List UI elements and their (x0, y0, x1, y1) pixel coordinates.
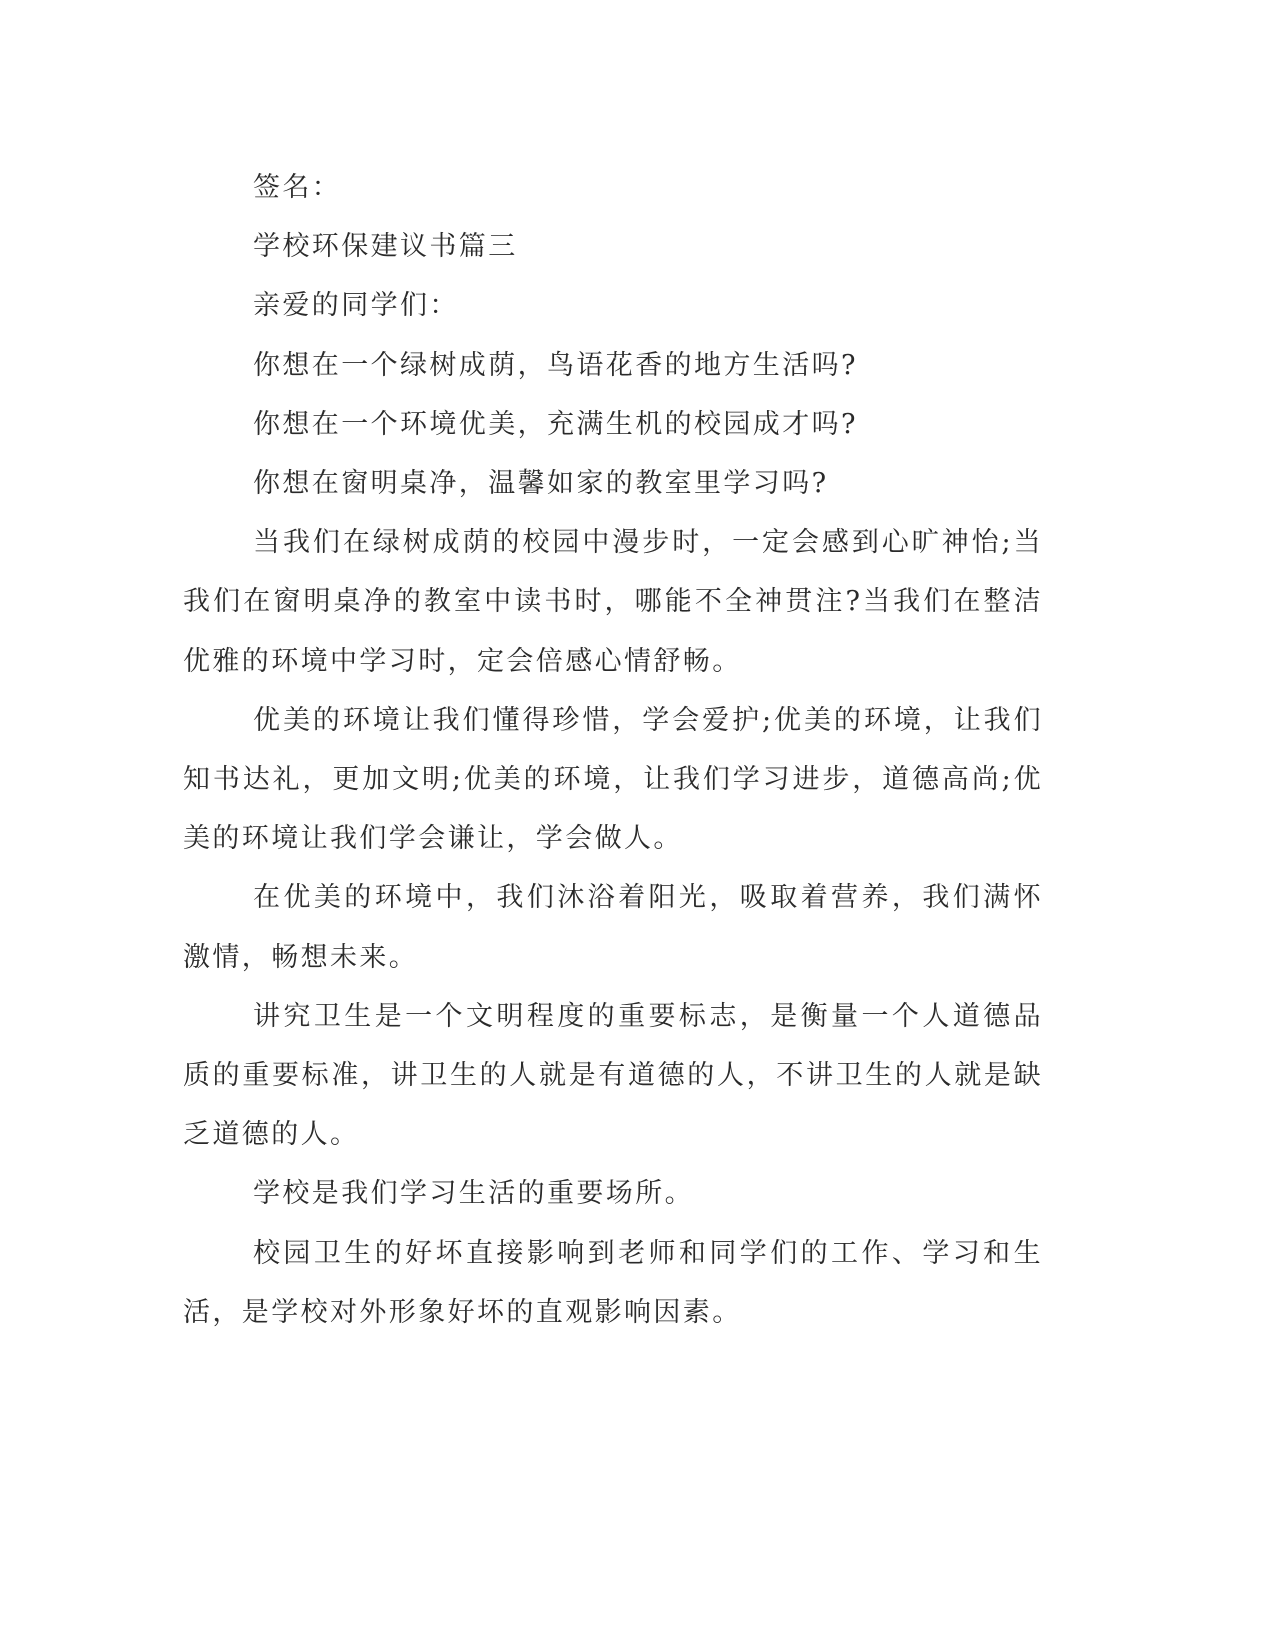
document-body (183, 158, 1043, 1342)
salutation: 亲爱的同学们： (253, 290, 459, 322)
paragraph: 你想在窗明桌净，温馨如家的教室里学习吗? (253, 468, 829, 500)
paragraph: 你想在一个环境优美，充满生机的校园成才吗? (253, 408, 858, 440)
signature-label: 签名： (253, 172, 342, 203)
paragraph: 讲究卫生是一个文明程度的重要标志，是衡量一个人道德品质的重要标准，讲卫生的人就是有道德的人，不讲卫生的人就是缺乏道德的人。 (183, 1000, 1043, 1151)
paragraph: 当我们在绿树成荫的校园中漫步时，一定会感到心旷神怡;当我们在窗明桌净的教室中读书时，哪能不全神贯注?当我们在整洁优雅的环境中学习时，定会倍感心情舒畅。 (183, 527, 1043, 677)
paragraph: 优美的环境让我们懂得珍惜，学会爱护;优美的环境，让我们知书达礼，更加文明;优美的环境，让我们学习进步，道德高尚;优美的环境让我们学会谦让，学会做人。 (183, 704, 1043, 855)
paragraph: 学校是我们学习生活的重要场所。 (253, 1178, 694, 1210)
document-title: 学校环保建议书篇三 (253, 231, 518, 263)
paragraph: 你想在一个绿树成荫，鸟语花香的地方生活吗? (253, 349, 858, 381)
paragraph: 在优美的环境中，我们沐浴着阳光，吸取着营养，我们满怀激情，畅想未来。 (183, 882, 1043, 973)
paragraph: 校园卫生的好坏直接影响到老师和同学们的工作、学习和生活，是学校对外形象好坏的直观影响因素。 (183, 1237, 1043, 1328)
